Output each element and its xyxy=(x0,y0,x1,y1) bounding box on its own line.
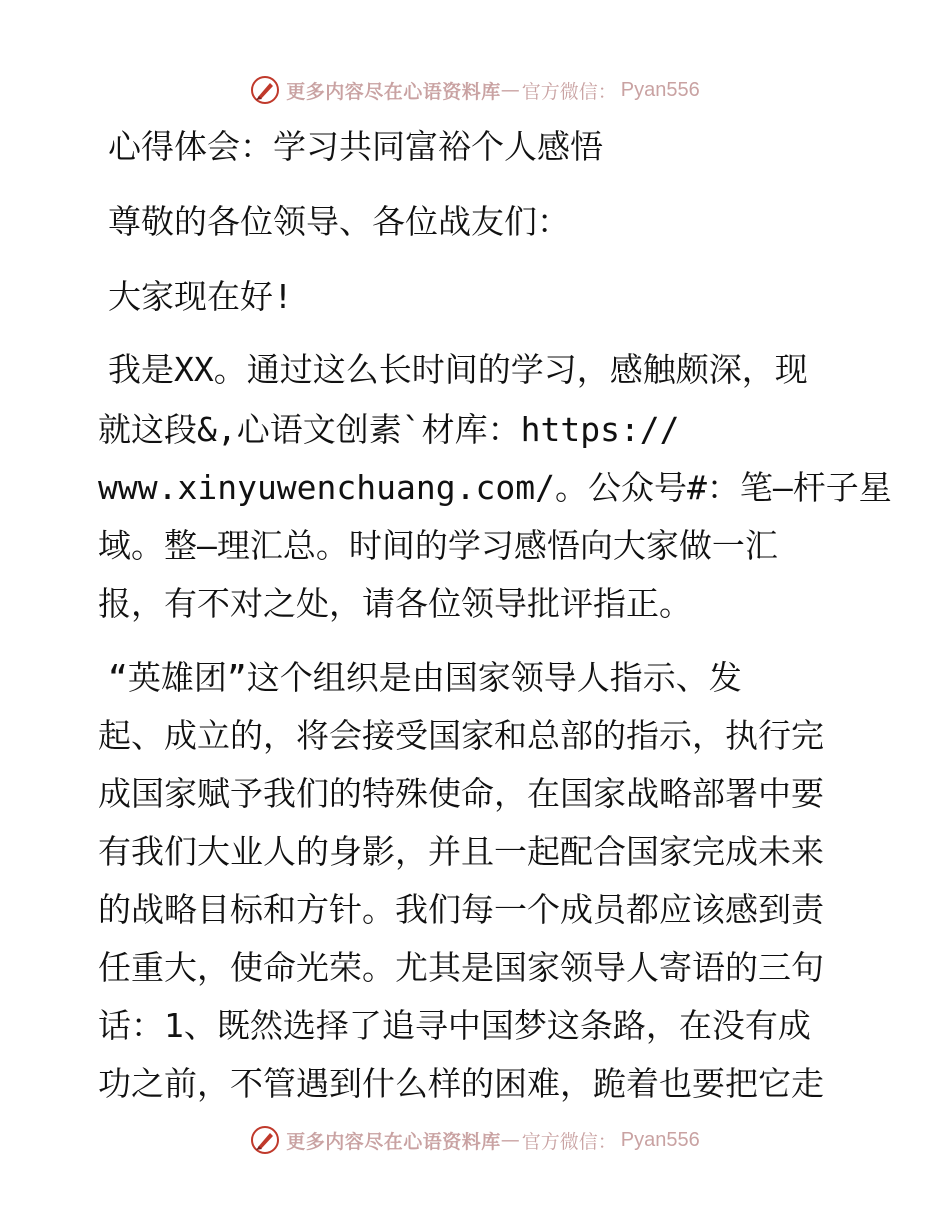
paragraph1-line: 我是XX。通过这么长时间的学习，感触颇深，现 xyxy=(108,350,808,389)
watermark-text: 更多内容尽在心语资料库 xyxy=(286,1130,501,1153)
pen-logo-icon xyxy=(250,75,280,105)
salutation: 尊敬的各位领导、各位战友们： xyxy=(108,202,570,241)
watermark-separator: — xyxy=(500,79,520,101)
paragraph1-line: www.xinyuwenchuang.com/。公众号#：笔—杆子星 xyxy=(98,468,892,507)
paragraph1-line: 报，有不对之处，请各位领导批评指正。 xyxy=(98,584,692,623)
footer-watermark xyxy=(0,1120,950,1160)
pen-logo-icon xyxy=(250,1125,280,1155)
greeting: 大家现在好! xyxy=(108,277,293,316)
header-watermark xyxy=(0,70,950,110)
paragraph2-line: 成国家赋予我们的特殊使命，在国家战略部署中要 xyxy=(98,774,824,813)
paragraph2-line: 有我们大业人的身影，并且一起配合国家完成未来 xyxy=(98,832,824,871)
watermark-wechat-id: Pyan556 xyxy=(620,1128,700,1151)
paragraph2-line: 话：1、既然选择了追寻中国梦这条路，在没有成 xyxy=(98,1006,811,1045)
paragraph2-line: 起、成立的，将会接受国家和总部的指示，执行完 xyxy=(98,716,824,755)
paragraph2-line: 的战略目标和方针。我们每一个成员都应该感到责 xyxy=(98,890,824,929)
paragraph1-line: 就这段&,心语文创素`材库：https:// xyxy=(98,410,680,449)
watermark-wechat-id: Pyan556 xyxy=(620,78,700,101)
watermark-wechat-label: 官方微信： xyxy=(521,1130,617,1153)
watermark-wechat-label: 官方微信： xyxy=(521,80,617,103)
document-title: 心得体会：学习共同富裕个人感悟 xyxy=(108,127,603,166)
watermark-separator: — xyxy=(500,1129,520,1151)
paragraph1-line: 域。整—理汇总。时间的学习感悟向大家做一汇 xyxy=(98,526,778,565)
paragraph2-line: “英雄团”这个组织是由国家领导人指示、发 xyxy=(108,658,742,697)
paragraph2-line: 任重大，使命光荣。尤其是国家领导人寄语的三句 xyxy=(98,948,824,987)
watermark-text: 更多内容尽在心语资料库 xyxy=(286,80,501,103)
paragraph2-line: 功之前，不管遇到什么样的困难，跪着也要把它走 xyxy=(98,1064,824,1103)
